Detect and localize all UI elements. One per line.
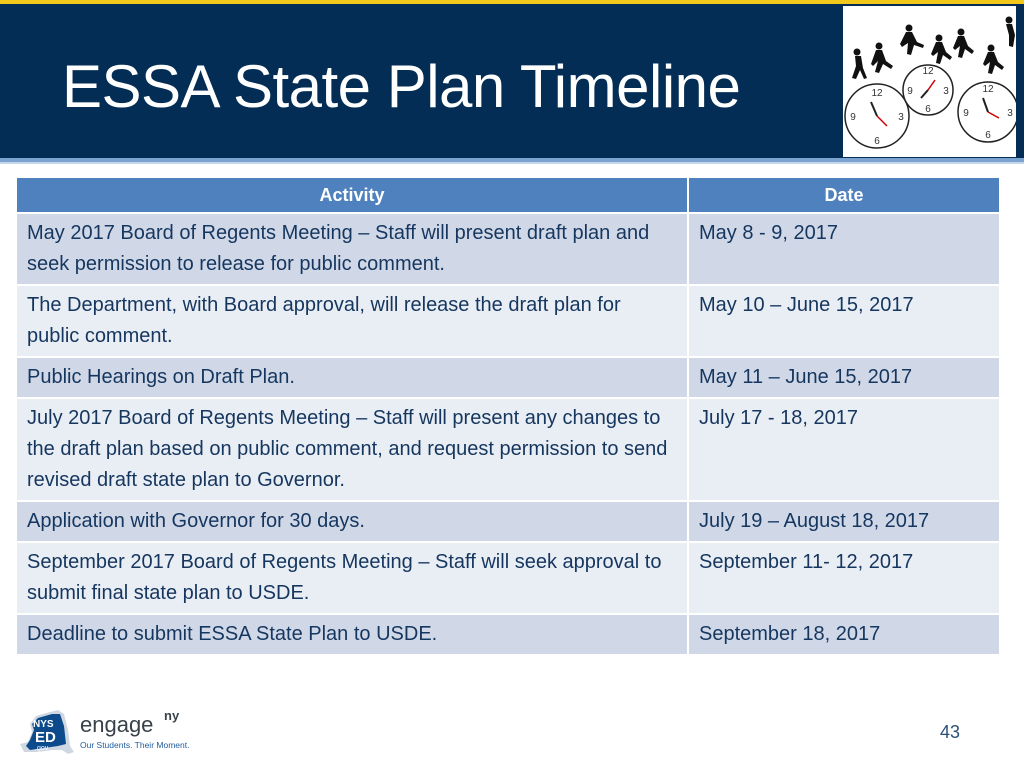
- svg-text:9: 9: [963, 108, 969, 119]
- table-header-row: [17, 178, 999, 212]
- table-row: [17, 356, 999, 397]
- date-cell: July 17 - 18, 2017: [689, 397, 999, 500]
- activity-cell: May 2017 Board of Regents Meeting – Staff will present draft plan and seek permission to release for public comment.: [17, 212, 689, 284]
- svg-text:9: 9: [907, 86, 913, 97]
- ny-wordmark: ny: [164, 708, 180, 723]
- svg-text:3: 3: [1007, 108, 1013, 119]
- svg-text:3: 3: [943, 86, 949, 97]
- date-cell: May 8 - 9, 2017: [689, 212, 999, 284]
- column-header-date: Date: [689, 178, 999, 212]
- activity-cell: Application with Governor for 30 days.: [17, 500, 689, 541]
- table-row: [17, 541, 999, 613]
- date-cell: May 11 – June 15, 2017: [689, 356, 999, 397]
- date-cell: May 10 – June 15, 2017: [689, 284, 999, 356]
- svg-text:9: 9: [850, 112, 856, 123]
- table-row: [17, 397, 999, 500]
- engage-wordmark: engage: [80, 712, 154, 737]
- column-header-activity: Activity: [17, 178, 689, 212]
- activity-cell: September 2017 Board of Regents Meeting – Staff will seek approval to submit final state plan to USDE.: [17, 541, 689, 613]
- activity-cell: July 2017 Board of Regents Meeting – Staff will present any changes to the draft plan based on public comment, and request permission to send revised draft state plan to Governor.: [17, 397, 689, 500]
- date-cell: September 11- 12, 2017: [689, 541, 999, 613]
- activity-cell: Deadline to submit ESSA State Plan to USDE.: [17, 613, 689, 654]
- nys-text: NYS: [33, 719, 54, 730]
- activity-cell: The Department, with Board approval, will release the draft plan for public comment.: [17, 284, 689, 356]
- svg-text:3: 3: [898, 112, 904, 123]
- header-divider-light: [0, 162, 1024, 164]
- activity-cell: Public Hearings on Draft Plan.: [17, 356, 689, 397]
- tagline: Our Students. Their Moment.: [80, 740, 190, 750]
- svg-text:6: 6: [985, 130, 991, 141]
- table-row: [17, 500, 999, 541]
- date-cell: July 19 – August 18, 2017: [689, 500, 999, 541]
- gov-text: .gov: [35, 745, 49, 752]
- running-figures-clocks-image: [843, 6, 1016, 157]
- svg-text:12: 12: [922, 66, 934, 77]
- ed-text: ED: [35, 729, 56, 746]
- engageny-logo: [18, 704, 194, 760]
- slide-title: ESSA State Plan Timeline: [62, 53, 741, 120]
- page-number: 43: [939, 722, 961, 742]
- svg-text:6: 6: [874, 136, 880, 147]
- table-row: [17, 212, 999, 284]
- timeline-table: [17, 178, 999, 654]
- table-row: [17, 613, 999, 654]
- date-cell: September 18, 2017: [689, 613, 999, 654]
- svg-text:12: 12: [982, 84, 994, 95]
- table-row: [17, 284, 999, 356]
- svg-text:12: 12: [871, 88, 883, 99]
- svg-text:6: 6: [925, 104, 931, 115]
